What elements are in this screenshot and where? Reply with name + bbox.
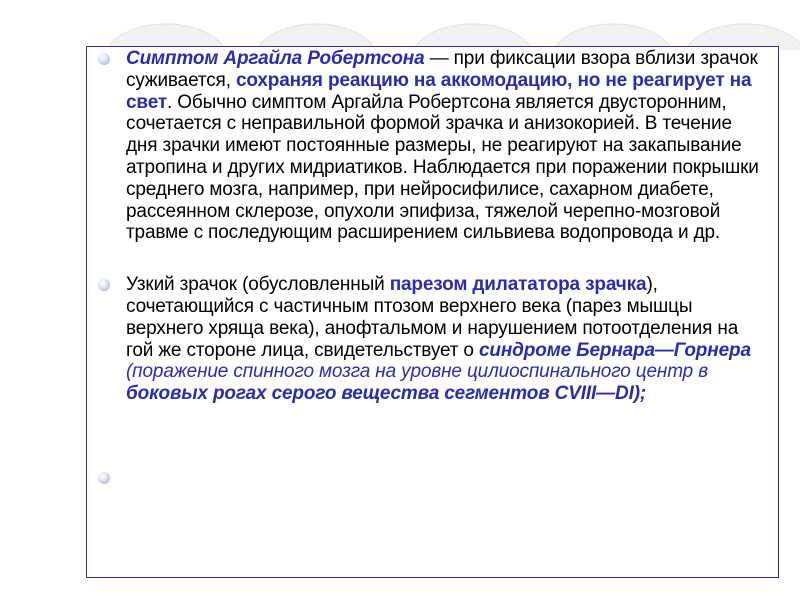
paragraph-text: . Обычно симптом Аргайла Робертсона является двусторонним, сочетается с неправильной формой зрачка и анизокорией. В течение дня зрачки имеют постоянные размеры, не реагируют на закапывание атропина и других мидриатиков. Наблюдается при поражении покрышки среднего мозга, например, при нейросифилисе, сахарном диабете, рассеянном склерозе, опухоли эпифиза, тяжелой черепно-мозговой травме с последующим расширением сильвиева водопровода и др.: [126, 91, 759, 244]
paragraph-text-italic: (поражение спинного мозга на уровне цилиоспинального центр в: [126, 361, 708, 383]
paragraph-text: ), сочетающийся с частичным птозом верхнего века (парез мышцы верхнего хряща века), анофтальмом и нарушением потоотделения на гой же стороне лица, свидетельствует о: [126, 274, 739, 361]
highlight-accommodation: сохраняя реакцию на аккомодацию, но не реагирует на свет: [126, 69, 752, 113]
term-argyll-robertson: Симптом Аргайла Робертсона: [126, 48, 425, 69]
highlight-lateral-horns: боковых рогах серого вещества сегментов СVIII—DI);: [126, 383, 647, 405]
bullet-paragraph-argyll-robertson: [126, 48, 766, 244]
paragraph-text: — при фиксации взора вблизи зрачок суживается,: [126, 48, 758, 91]
paragraph-text: Узкий зрачок (обусловленный: [126, 274, 390, 296]
bullet-paragraph-horner: [126, 274, 766, 405]
bullet-icon: [98, 53, 110, 65]
slide-body: [126, 48, 766, 435]
highlight-dilator-paresis: парезом дилататора зрачка: [389, 274, 647, 296]
header-decoration: [0, 0, 800, 50]
term-horner-syndrome: синдроме Бернара—Горнера: [478, 339, 751, 361]
empty-bullet-icon: [98, 472, 110, 484]
